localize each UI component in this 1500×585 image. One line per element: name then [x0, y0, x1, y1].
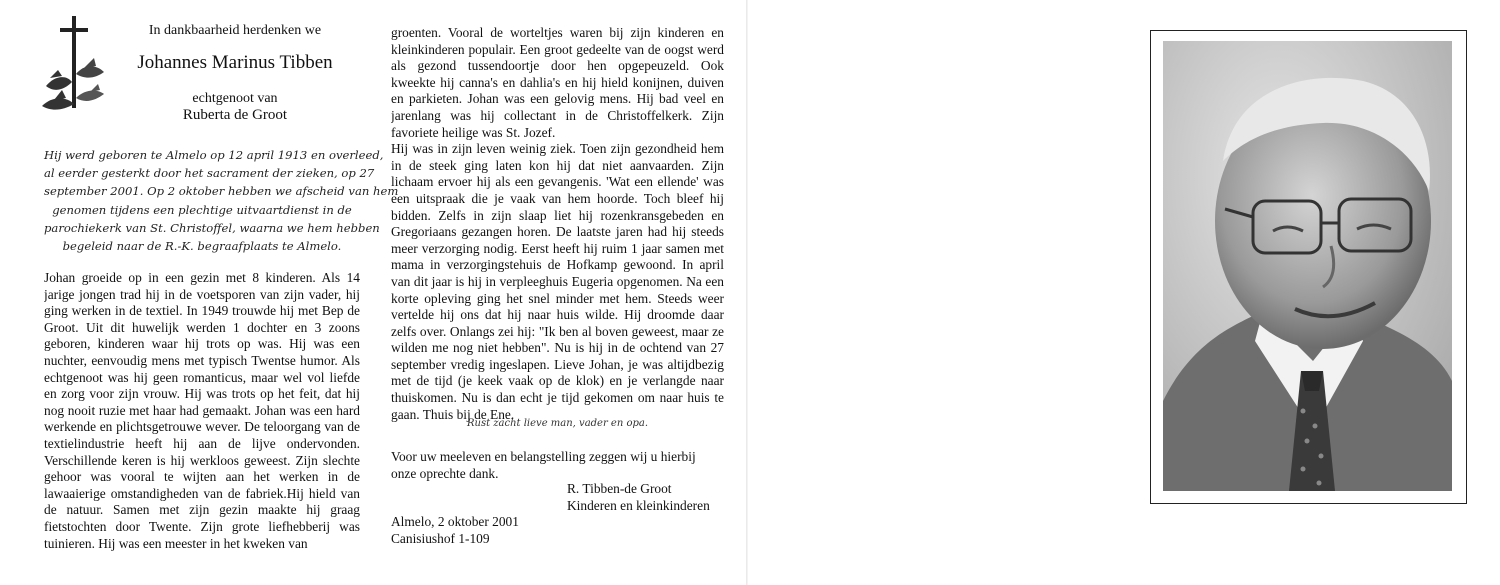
text-line: lichaam ervoer hij als een gevangenis. 'Wat een ellende' was [391, 174, 724, 190]
thanks-text: Voor uw meeleven en belangstelling zeggen wij u hierbij onze oprechte dank. [391, 449, 696, 481]
relation-line: echtgenoot van [192, 91, 278, 106]
text-line: en parkieten. Johan was een gelovig mens. Hij bad veel en [391, 91, 724, 107]
text-line: korte opleving ging het snel minder met hem. Steeds weer [391, 290, 724, 306]
script-line: september 2001. Op 2 oktober hebben we afscheid van hem [44, 184, 399, 199]
deceased-name: Johannes Marinus Tibben [137, 52, 333, 73]
signature-line-1: R. Tibben-de Groot [567, 481, 672, 496]
portrait-frame [1150, 30, 1467, 504]
text-line: geboren, kinderen waar hij trots op was. Hij was een [44, 336, 360, 352]
address: Canisiushof 1-109 [391, 530, 490, 546]
rest-in-peace-line: Rust zacht lieve man, vader en opa. [466, 418, 649, 429]
text-line: wilden me nog niet hebben". Nu is hij in de ochtend van 27 [391, 340, 724, 356]
script-line: parochiekerk van St. Christoffel, waarna we hem hebben [44, 220, 380, 235]
title-block [110, 22, 360, 124]
text-line: vertelde hij ons dat hij naar huis wilde. Hij droomde daar [391, 307, 724, 323]
text-line: werkende en plichtsgetrouwe wever. De teloorgang van de [44, 419, 360, 435]
right-page [748, 0, 1500, 585]
text-line: als gezond tussendoortje door hen opgepeuzeld. Ook [391, 58, 724, 74]
text-line: mama in verzorgingstehuis de Hofkamp gewoond. In april [391, 257, 724, 273]
script-line: begeleid naar de R.-K. begraafplaats te Almelo. [62, 239, 342, 254]
text-line: zelfs over. Onlangs zei hij: "Ik ben al boven geweest, maar ze [391, 323, 724, 339]
text-line: fietstochten door Twente. Zijn grote liefhebberij was [44, 518, 360, 534]
text-line: in de steek ging laten kon hij dat niet aanvaarden. Zijn [391, 157, 724, 173]
text-line: en zorg voor zijn vrouw. Hij was trots op het feit, dat hij [44, 386, 360, 402]
text-line: kweekte hij canna's en dahlia's en hij hield konijnen, duiven [391, 74, 724, 90]
text-line: Johan groeide op in een gezin met 8 kinderen. Als 14 [44, 270, 360, 285]
signature-line-2: Kinderen en kleinkinderen [567, 497, 710, 513]
portrait-photo [1163, 41, 1452, 491]
text-line: nuchter, eenvoudig mens met typisch Twentse humor. Als [44, 352, 360, 368]
place-date-block [391, 514, 519, 547]
biography-script [44, 146, 399, 255]
text-line: lawaaierige omstandigheden van de fabriek.Hij hield van [44, 485, 360, 501]
text-line: van dit jaar is hij in verpleeghuis Eugeria opgenomen. Na een [391, 273, 724, 289]
text-line: meer verzorging nodig. Eerst heeft hij ruim 1 jaar samen met [391, 240, 724, 256]
text-line: favoriete heilige was St. Jozef. [391, 124, 556, 140]
text-line: bidden. Zelfs in zijn slaap liet hij rozenkransgebeden en [391, 207, 724, 223]
intro-line: In dankbaarheid herdenken we [148, 23, 322, 38]
text-line: Hij was in zijn leven weinig ziek. Toen zijn gezondheid hem [391, 141, 724, 157]
text-line: september vredig ingeslapen. Lieve Johan, je was altijdbezig [391, 356, 724, 372]
place-date: Almelo, 2 oktober 2001 [391, 514, 519, 529]
text-line: Verschillende keren is hij werkloos geweest. Zijn slechte [44, 452, 360, 468]
text-line: nog nooit ruzie met haar had gemaakt. Johan was een hard [44, 402, 360, 418]
portrait-image [1163, 41, 1452, 491]
signature-block [567, 481, 710, 514]
text-line: met de tijd (je keek vaak op de klok) en je verlangde naar [391, 373, 724, 389]
text-line: thuiskomen. Nu is dan echt je tijd gekomen om naar huis te [391, 390, 724, 406]
spouse-name: Ruberta de Groot [182, 107, 288, 123]
text-line: echtgenoot was hij geen romanticus, maar wel vol liefde [44, 369, 360, 385]
script-line: Hij werd geboren te Almelo op 12 april 1913 en overleed, [44, 148, 384, 162]
text-line: gaan. Thuis bij de Ene. [391, 406, 515, 422]
text-line: Groot. Uit dit huwelijk werden 1 dochter en 3 zoons [44, 319, 360, 335]
memorial-text-column-1 [44, 270, 360, 552]
text-line: tuinieren. Hij was een meester in het kweken van [44, 535, 308, 551]
text-line: kleinkinderen populair. Een groot gedeelte van de oogst werd [391, 41, 724, 57]
text-line: textielindustrie heeft hij aan de lijve ondervonden. [44, 435, 360, 451]
text-line: Gregoriaans gezangen horen. De laatste jaren had hij steeds [391, 224, 724, 240]
text-line: gehoor was vooral te wijten aan het werken in de [44, 469, 360, 485]
text-line: groenten. Vooral de worteltjes waren bij zijn kinderen en [391, 25, 724, 40]
script-line: al eerder gesterkt door het sacrament der zieken, op 27 [44, 166, 375, 181]
text-line: jarenlang was hij collectant in de Christoffelkerk. Zijn [391, 107, 724, 123]
cross-doves-icon [40, 14, 108, 118]
left-page [0, 0, 748, 585]
text-line: jarige jongen trad hij in de voetsporen van zijn vader, hij [44, 286, 360, 302]
text-line: de natuur. Samen met zijn gezin maakte hij graag [44, 502, 360, 518]
script-line: genomen tijdens een plechtige uitvaartdienst in de [52, 202, 352, 217]
text-line: ging werken in de textiel. In 1949 trouwde hij met Bep de [44, 303, 360, 319]
text-line: een uitspraak die je vaak van hem hoorde. Toch bleef hij [391, 190, 724, 206]
memorial-text-column-2 [391, 25, 724, 423]
